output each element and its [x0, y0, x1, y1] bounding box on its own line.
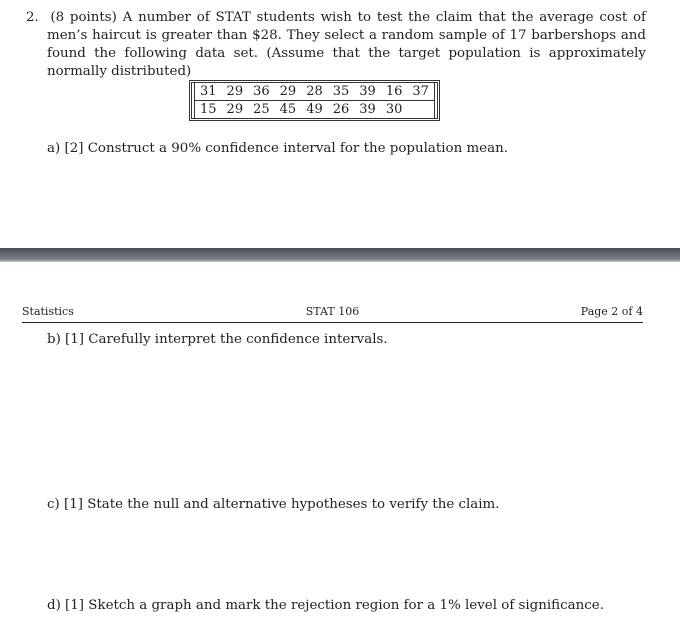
data-table-row-1 — [195, 83, 435, 101]
page-header — [22, 304, 643, 323]
problem-number: 2. — [26, 10, 39, 25]
data-cell: 37 — [407, 83, 434, 101]
data-table-row-2 — [195, 101, 435, 119]
header-course-code: STAT 106 — [305, 305, 360, 318]
data-cell: 29 — [222, 83, 249, 101]
data-cell: 26 — [332, 102, 350, 117]
data-table — [189, 80, 440, 121]
problem-text: (8 points) A number of STAT students wish to test the claim that the average cost of men’s haircut is greater than $28. They select a random sample of 17 barbershops and found the following data set. (Assume that the target population is approximately normally distributed) — [47, 10, 646, 79]
data-cell: 16 — [381, 83, 408, 101]
problem-statement — [26, 9, 646, 81]
data-cell: 29 — [275, 83, 302, 101]
page-break-divider — [0, 248, 680, 262]
data-cell: 36 — [248, 83, 275, 101]
question-d: d) [1] Sketch a graph and mark the rejection region for a 1% level of significance. — [47, 598, 604, 613]
header-course-name: Statistics — [22, 305, 74, 318]
data-cell: 39 — [359, 102, 376, 117]
data-cell: 28 — [301, 83, 328, 101]
data-cell — [407, 101, 434, 119]
data-cell: 39 — [354, 83, 381, 101]
question-b: b) [1] Carefully interpret the confidence intervals. — [47, 332, 388, 347]
data-cell: 35 — [328, 83, 355, 101]
data-cell: 15 — [200, 102, 217, 117]
data-cell: 31 — [195, 83, 222, 101]
question-c: c) [1] State the null and alternative hypotheses to verify the claim. — [47, 497, 500, 512]
data-cell: 25 — [253, 102, 270, 117]
data-cell: 49 — [306, 102, 323, 117]
data-cell: 29 — [226, 102, 244, 117]
data-cell: 30 — [385, 102, 403, 117]
data-cell: 45 — [279, 102, 297, 117]
header-page-number: Page 2 of 4 — [580, 305, 643, 318]
question-a: a) [2] Construct a 90% confidence interval for the population mean. — [47, 141, 508, 156]
